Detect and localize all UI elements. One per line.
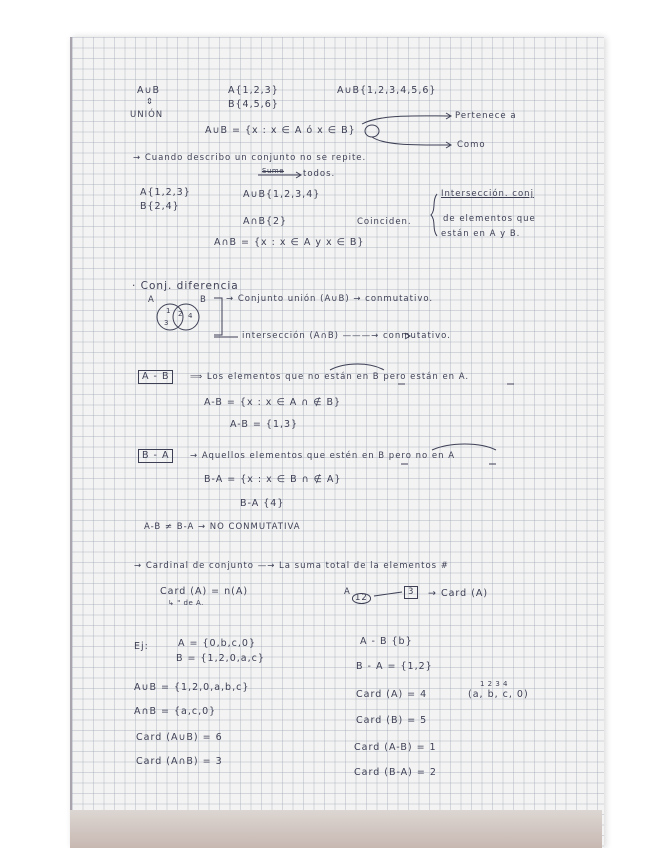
example-card-a-minus-b: Card (A-B) = 1 [354, 742, 437, 753]
struck-word: Sume [262, 167, 285, 175]
non-commutative-note: A-B ≠ B-A → NO CONMUTATIVA [144, 522, 301, 532]
difference-title: · Conj. diferencia [132, 280, 239, 292]
venn-value-1: 1 [166, 307, 171, 315]
como-label: Como [457, 140, 486, 150]
b-minus-a-definition: B-A = {x : x ∈ B ∩ ∉ A} [204, 474, 342, 485]
b-minus-a-result: B-A {4} [240, 498, 285, 509]
b-minus-a-description: → Aquellos elementos que estén en B pero no en A [190, 451, 456, 461]
venn-label-a: A [148, 295, 155, 305]
b-minus-a-label: B - A [138, 449, 173, 463]
venn-value-2: 2 [178, 310, 183, 318]
example-a-minus-b: A - B {b} [360, 636, 413, 647]
inter-aub: A∪B{1,2,3,4} [243, 189, 321, 200]
example-b-minus-a: B - A = {1,2} [356, 661, 433, 672]
venn-value-4: 4 [188, 312, 193, 320]
example-card-a-numbers: 1 2 3 4 [480, 680, 508, 688]
inter-set-b: B{2,4} [140, 201, 180, 212]
card-a-note: ↳ " de A. [168, 599, 204, 607]
set-b: B{4,5,6} [228, 99, 279, 110]
inter-desc-3: están en A y B. [441, 229, 521, 239]
inter-anb: A∩B{2} [243, 216, 288, 227]
pertenece-label: Pertenece a [455, 111, 517, 121]
a-minus-b-definition: A-B = {x : x ∈ A ∩ ∉ B} [204, 397, 342, 408]
union-label: UNIÓN [130, 110, 164, 120]
cardinal-box-value: 3 [404, 586, 418, 599]
venn-label-b: B [200, 295, 207, 305]
arrow-down-icon: ⇕ [146, 97, 155, 107]
cardinal-a-circle: 12 [352, 593, 371, 604]
union-commutative-note: → Conjunto unión (A∪B) → conmutativo. [226, 294, 434, 304]
example-card-b-minus-a: Card (B-A) = 2 [354, 767, 437, 778]
inter-desc-1: Intersección. conj [441, 189, 534, 199]
example-card-a: Card (A) = 4 [356, 689, 428, 700]
example-card-b: Card (B) = 5 [356, 715, 428, 726]
inter-commutative-note: intersección (A∩B) ———→ conmutativo. [242, 331, 451, 341]
example-aub: A∪B = {1,2,0,a,b,c} [134, 682, 250, 693]
page-bottom-edge [70, 810, 602, 848]
union-note: → Cuando describo un conjunto no se repite. [133, 153, 367, 163]
cardinal-right-label: → Card (A) [428, 588, 489, 599]
inter-desc-2: de elementos que [443, 214, 536, 224]
example-set-a: A = {0,b,c,0} [178, 638, 256, 649]
a-minus-b-description: ⟹ Los elementos que no están en B pero están en A. [190, 372, 470, 382]
example-label: Ej: [134, 641, 149, 652]
todos-label: todos. [303, 169, 336, 179]
union-definition: A∪B = {x : x ∈ A ó x ∈ B} [205, 125, 356, 136]
example-set-b: B = {1,2,0,a,c} [176, 653, 265, 664]
card-a-definition: Card (A) = n(A) [160, 586, 249, 597]
example-anb: A∩B = {a,c,0} [134, 706, 217, 717]
inter-set-a: A{1,2,3} [140, 187, 191, 198]
a-minus-b-label: A - B [138, 370, 173, 384]
aub-heading: A∪B [137, 85, 160, 96]
example-card-a-elements: (a, b, c, 0) [468, 689, 529, 700]
venn-value-3: 3 [164, 319, 169, 327]
a-minus-b-result: A-B = {1,3} [230, 419, 299, 430]
coinciden-label: Coinciden. [357, 217, 412, 227]
set-a: A{1,2,3} [228, 85, 279, 96]
aub-set: A∪B{1,2,3,4,5,6} [337, 85, 437, 96]
inter-definition: A∩B = {x : x ∈ A y x ∈ B} [214, 237, 365, 248]
cardinal-a-label: A [344, 587, 351, 597]
example-card-aub: Card (A∪B) = 6 [136, 732, 223, 743]
example-card-anb: Card (A∩B) = 3 [136, 756, 223, 767]
cardinal-title: → Cardinal de conjunto —→ La suma total de la elementos # [134, 561, 449, 571]
